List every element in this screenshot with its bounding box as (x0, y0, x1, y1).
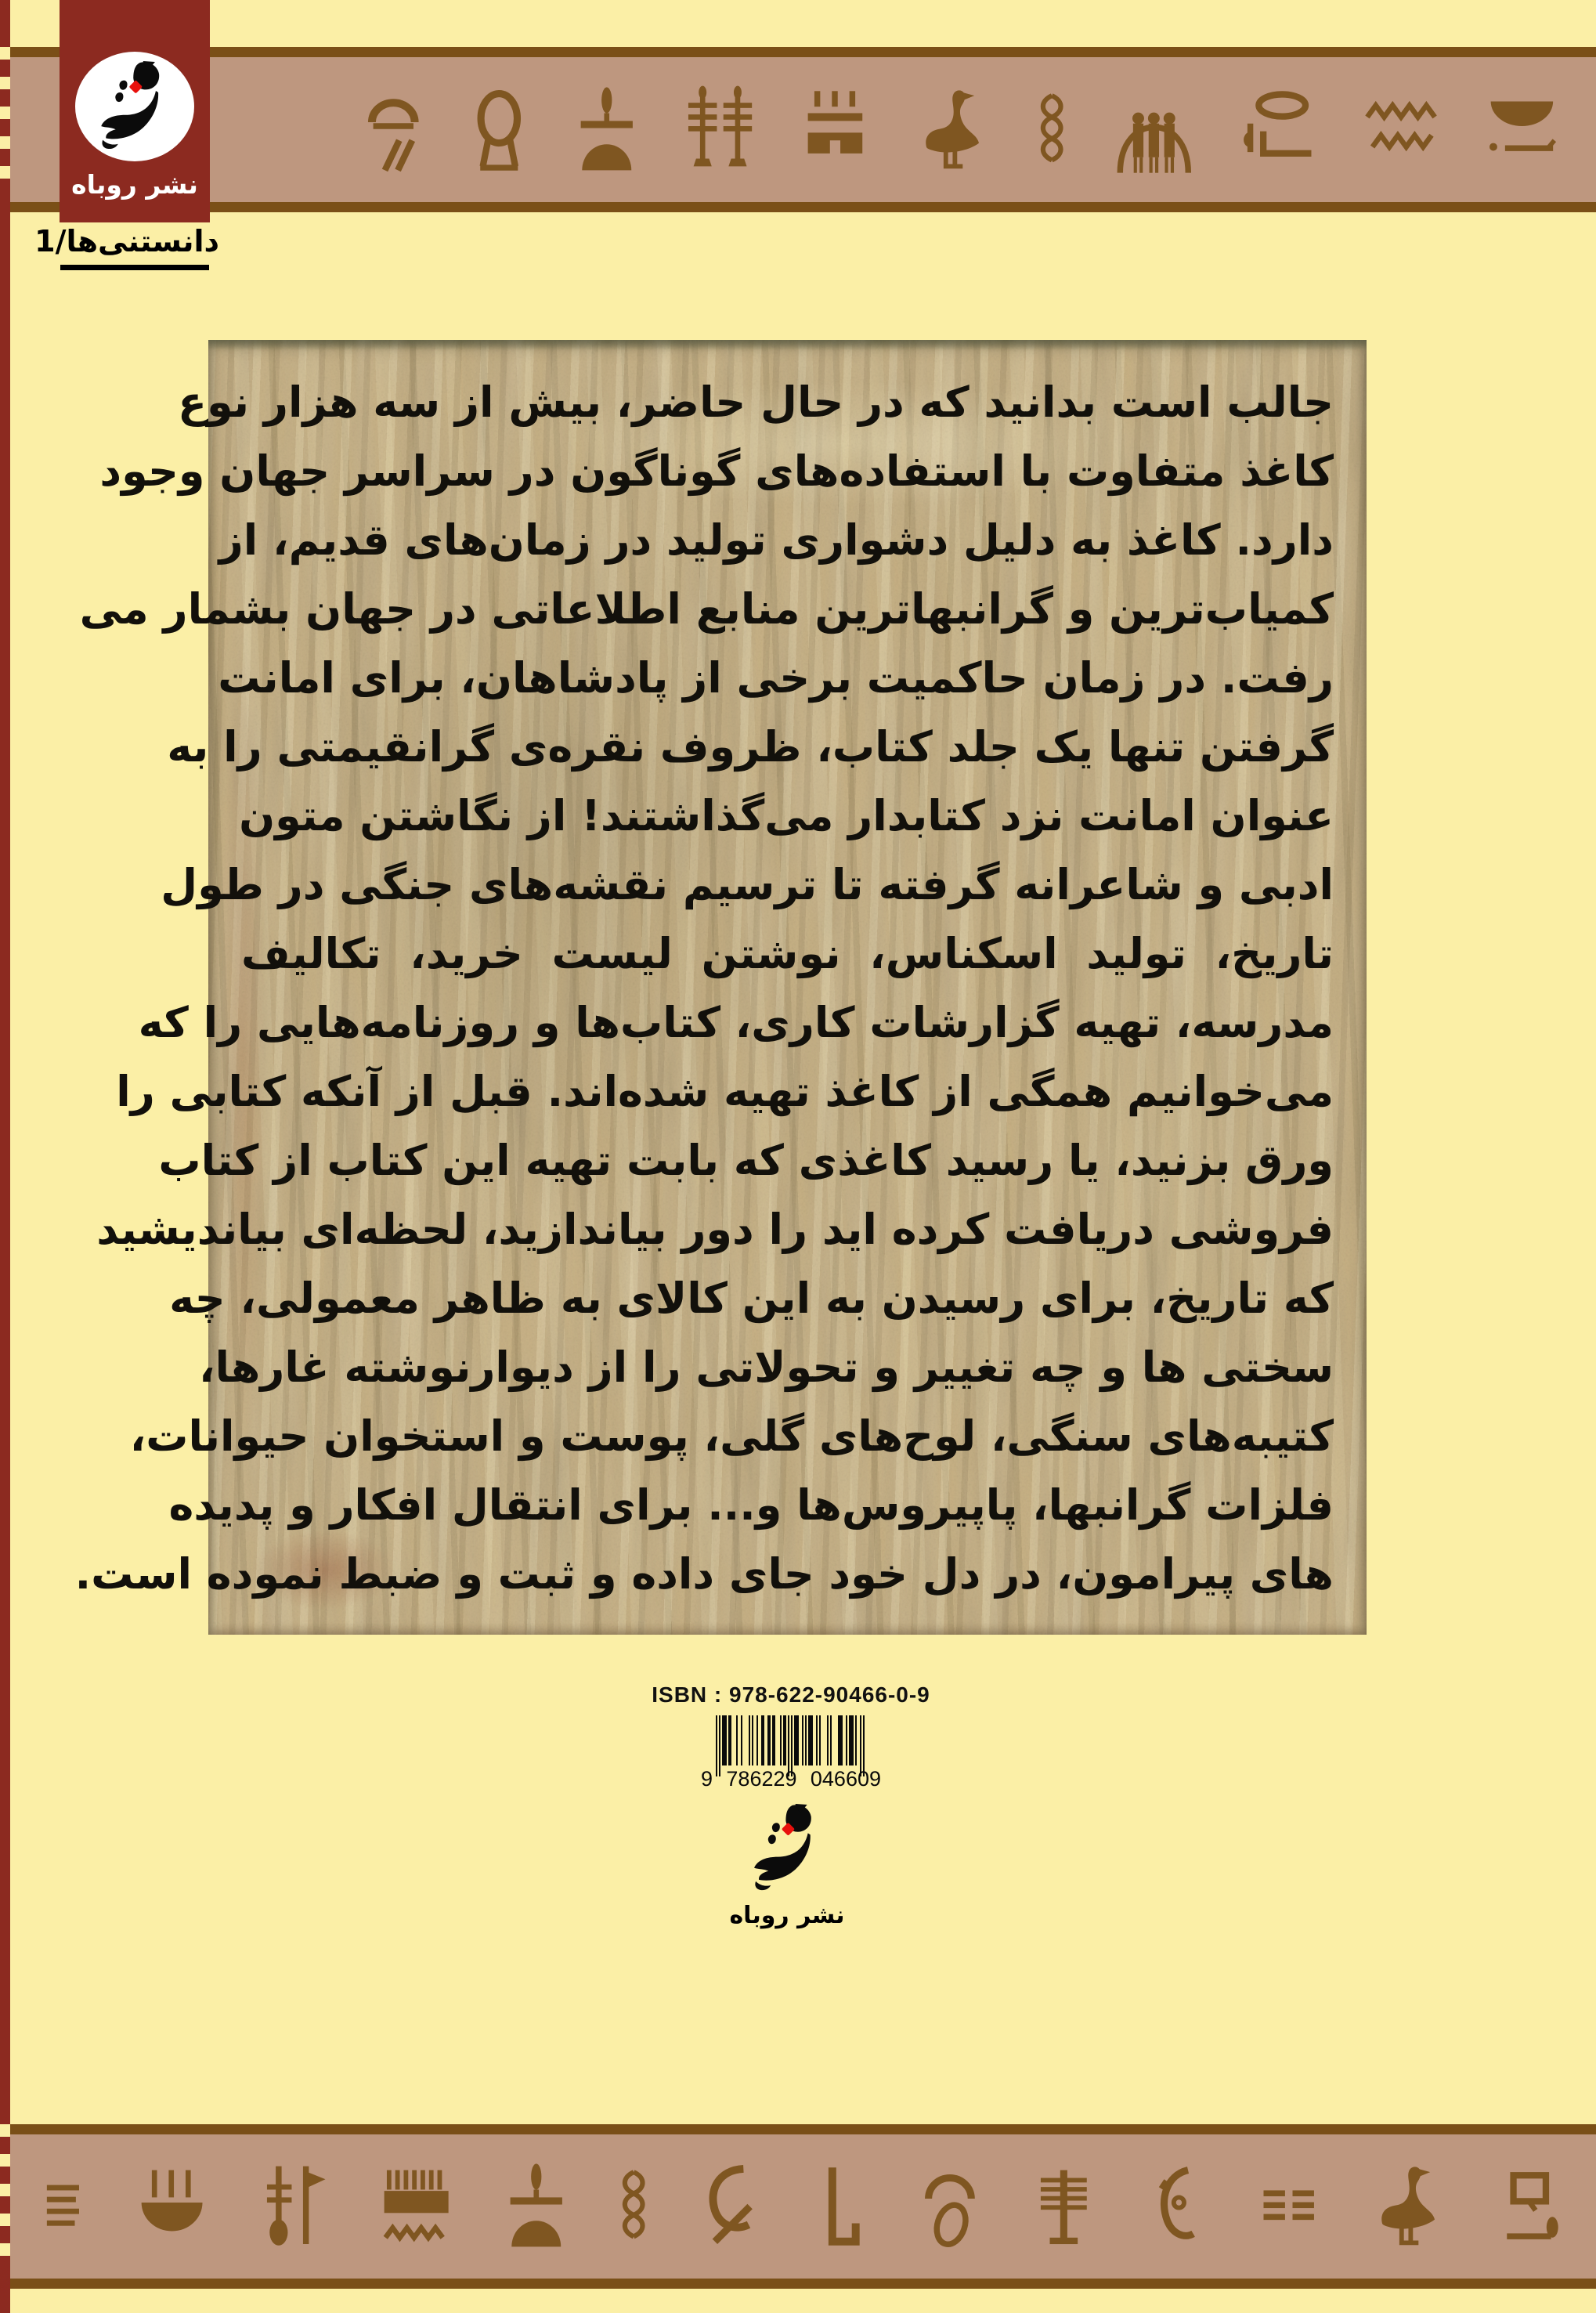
text-line: جالب است بدانید که در حال حاضر، بیش از سه هزار نوع (178, 378, 1334, 427)
barcode-group1: 786229 (726, 1767, 797, 1791)
barcode-lead-digit: 9 (701, 1767, 713, 1791)
hieroglyph-three-figures-icon (1114, 85, 1195, 175)
publisher-logo-circle (75, 52, 194, 161)
hieroglyph-mouth-and-corner-icon (1241, 85, 1316, 175)
isbn-label: ISBN : 978-622-90466-0-9 (652, 1682, 930, 1707)
hieroglyph-offering-table-icon (505, 2161, 567, 2252)
footer-publisher-logo (689, 1803, 885, 1929)
hieroglyph-goose-icon (915, 85, 989, 175)
text-line: سختی ها و چه تغییر و تحولاتی را از دیوارنوشته غارها، (199, 1343, 1334, 1392)
text-line: می‌خوانیم همگی از کاغذ تهیه شده‌اند. قبل از آنکه کتابی را (116, 1067, 1334, 1116)
spine-checker-top (0, 47, 10, 192)
text-line: رفت. در زمان حاکمیت برخی از پادشاهان، برای امانت (218, 653, 1334, 703)
hieroglyph-bowl-with-reeds-icon (136, 2161, 208, 2252)
text-line: های پیرامون، در دل خود جای داده و ثبت و ضبط نموده است. (74, 1549, 1334, 1599)
fox-logo-icon (748, 1803, 827, 1894)
text-line: کاغذ متفاوت با استفاده‌های گوناگون در سراسر جهان وجود (99, 446, 1334, 496)
text-line: فروشی دریافت کرده اید را دور بیاندازید، لحظه‌ای بیاندیشید (96, 1205, 1334, 1254)
hieroglyph-line-stacks-icon (1259, 2169, 1318, 2244)
hieroglyph-band-top (10, 47, 1596, 212)
text-line: کتیبه‌های سنگی، لوح‌های گلی، پوست و استخوان حیوانات، (129, 1411, 1334, 1461)
back-cover-text-panel (74, 340, 1367, 1635)
hieroglyph-cartouche-ring-icon (470, 85, 529, 175)
barcode-digits (701, 1767, 881, 1791)
hieroglyph-staff-and-flag-icon (259, 2161, 327, 2252)
publisher-badge (60, 0, 210, 222)
hieroglyph-corner-enclosure-icon (813, 2161, 868, 2252)
hieroglyph-water-ripples-icon (1363, 85, 1438, 175)
hieroglyph-arch-over-oval-icon (919, 2161, 981, 2252)
text-line: ورق بزنید، یا رسید کاغذی که بابت تهیه این کتاب از کتاب (158, 1136, 1334, 1185)
footer-publisher-name: نشر روباه (729, 1902, 845, 1929)
hieroglyph-twisted-rope-icon (619, 2169, 648, 2244)
hieroglyph-band-bottom (10, 2124, 1596, 2289)
hieroglyph-seat-and-leaf-icon (1497, 2161, 1562, 2252)
spine-strip (0, 0, 10, 2313)
text-line: مدرسه، تهیه گزارشات کاری، کتاب‌ها و روزنامه‌هایی را که (138, 998, 1334, 1047)
hieroglyph-offering-table-icon (576, 85, 637, 175)
text-line: عنوان امانت نزد کتابدار می‌گذاشتند! از نگاشتن متون (239, 791, 1334, 840)
spine-checker-bottom (0, 2124, 10, 2268)
hieroglyph-sickle-curve-icon (699, 2161, 761, 2252)
hieroglyph-djed-pillar-icon (1033, 2161, 1095, 2252)
text-line: تاریخ، تولید اسکناس، نوشتن لیست خرید، تکالیف (241, 929, 1334, 978)
badge-publisher-name: نشر روباه (71, 169, 198, 200)
hieroglyph-ruled-lines-icon (42, 2169, 85, 2244)
text-line: کمیاب‌ترین و گرانبهاترین منابع اطلاعاتی در جهان بشمار می (79, 584, 1334, 634)
series-underline (60, 265, 209, 270)
fox-logo-icon (95, 60, 175, 153)
series-label: دانستنی‌ها/1 (34, 224, 219, 258)
text-line: که تاریخ، برای رسیدن به این کالای به ظاهر معمولی، چه (169, 1274, 1334, 1323)
isbn-section (626, 1682, 955, 1791)
hieroglyph-goose-icon (1370, 2161, 1445, 2252)
hieroglyph-twisted-rope-icon (1037, 92, 1067, 168)
text-line: ادبی و شاعرانه گرفته تا ترسیم نقشه‌های جنگی در طول (161, 860, 1334, 909)
back-cover-paragraph (74, 340, 1367, 1609)
barcode-group2: 046609 (810, 1767, 881, 1791)
hieroglyph-comb-basket-icon (803, 85, 868, 175)
hieroglyph-ear-curve-icon (1146, 2161, 1208, 2252)
text-line: فلزات گرانبها، پاپیروس‌ها و... برای انتقال افکار و پدیده (168, 1480, 1334, 1530)
text-line: گرفتن تنها یک جلد کتاب، ظروف نقره‌ی گرانقیمتی را به (167, 722, 1334, 772)
hieroglyph-comb-over-water-icon (379, 2161, 453, 2252)
hieroglyph-loaf-and-strokes-icon (364, 85, 423, 175)
hieroglyph-bowl-and-arm-icon (1486, 85, 1560, 175)
hieroglyph-reed-columns-icon (684, 85, 756, 175)
text-line: دارد. کاغذ به دلیل دشواری تولید در زمان‌های قدیم، از (218, 515, 1334, 565)
